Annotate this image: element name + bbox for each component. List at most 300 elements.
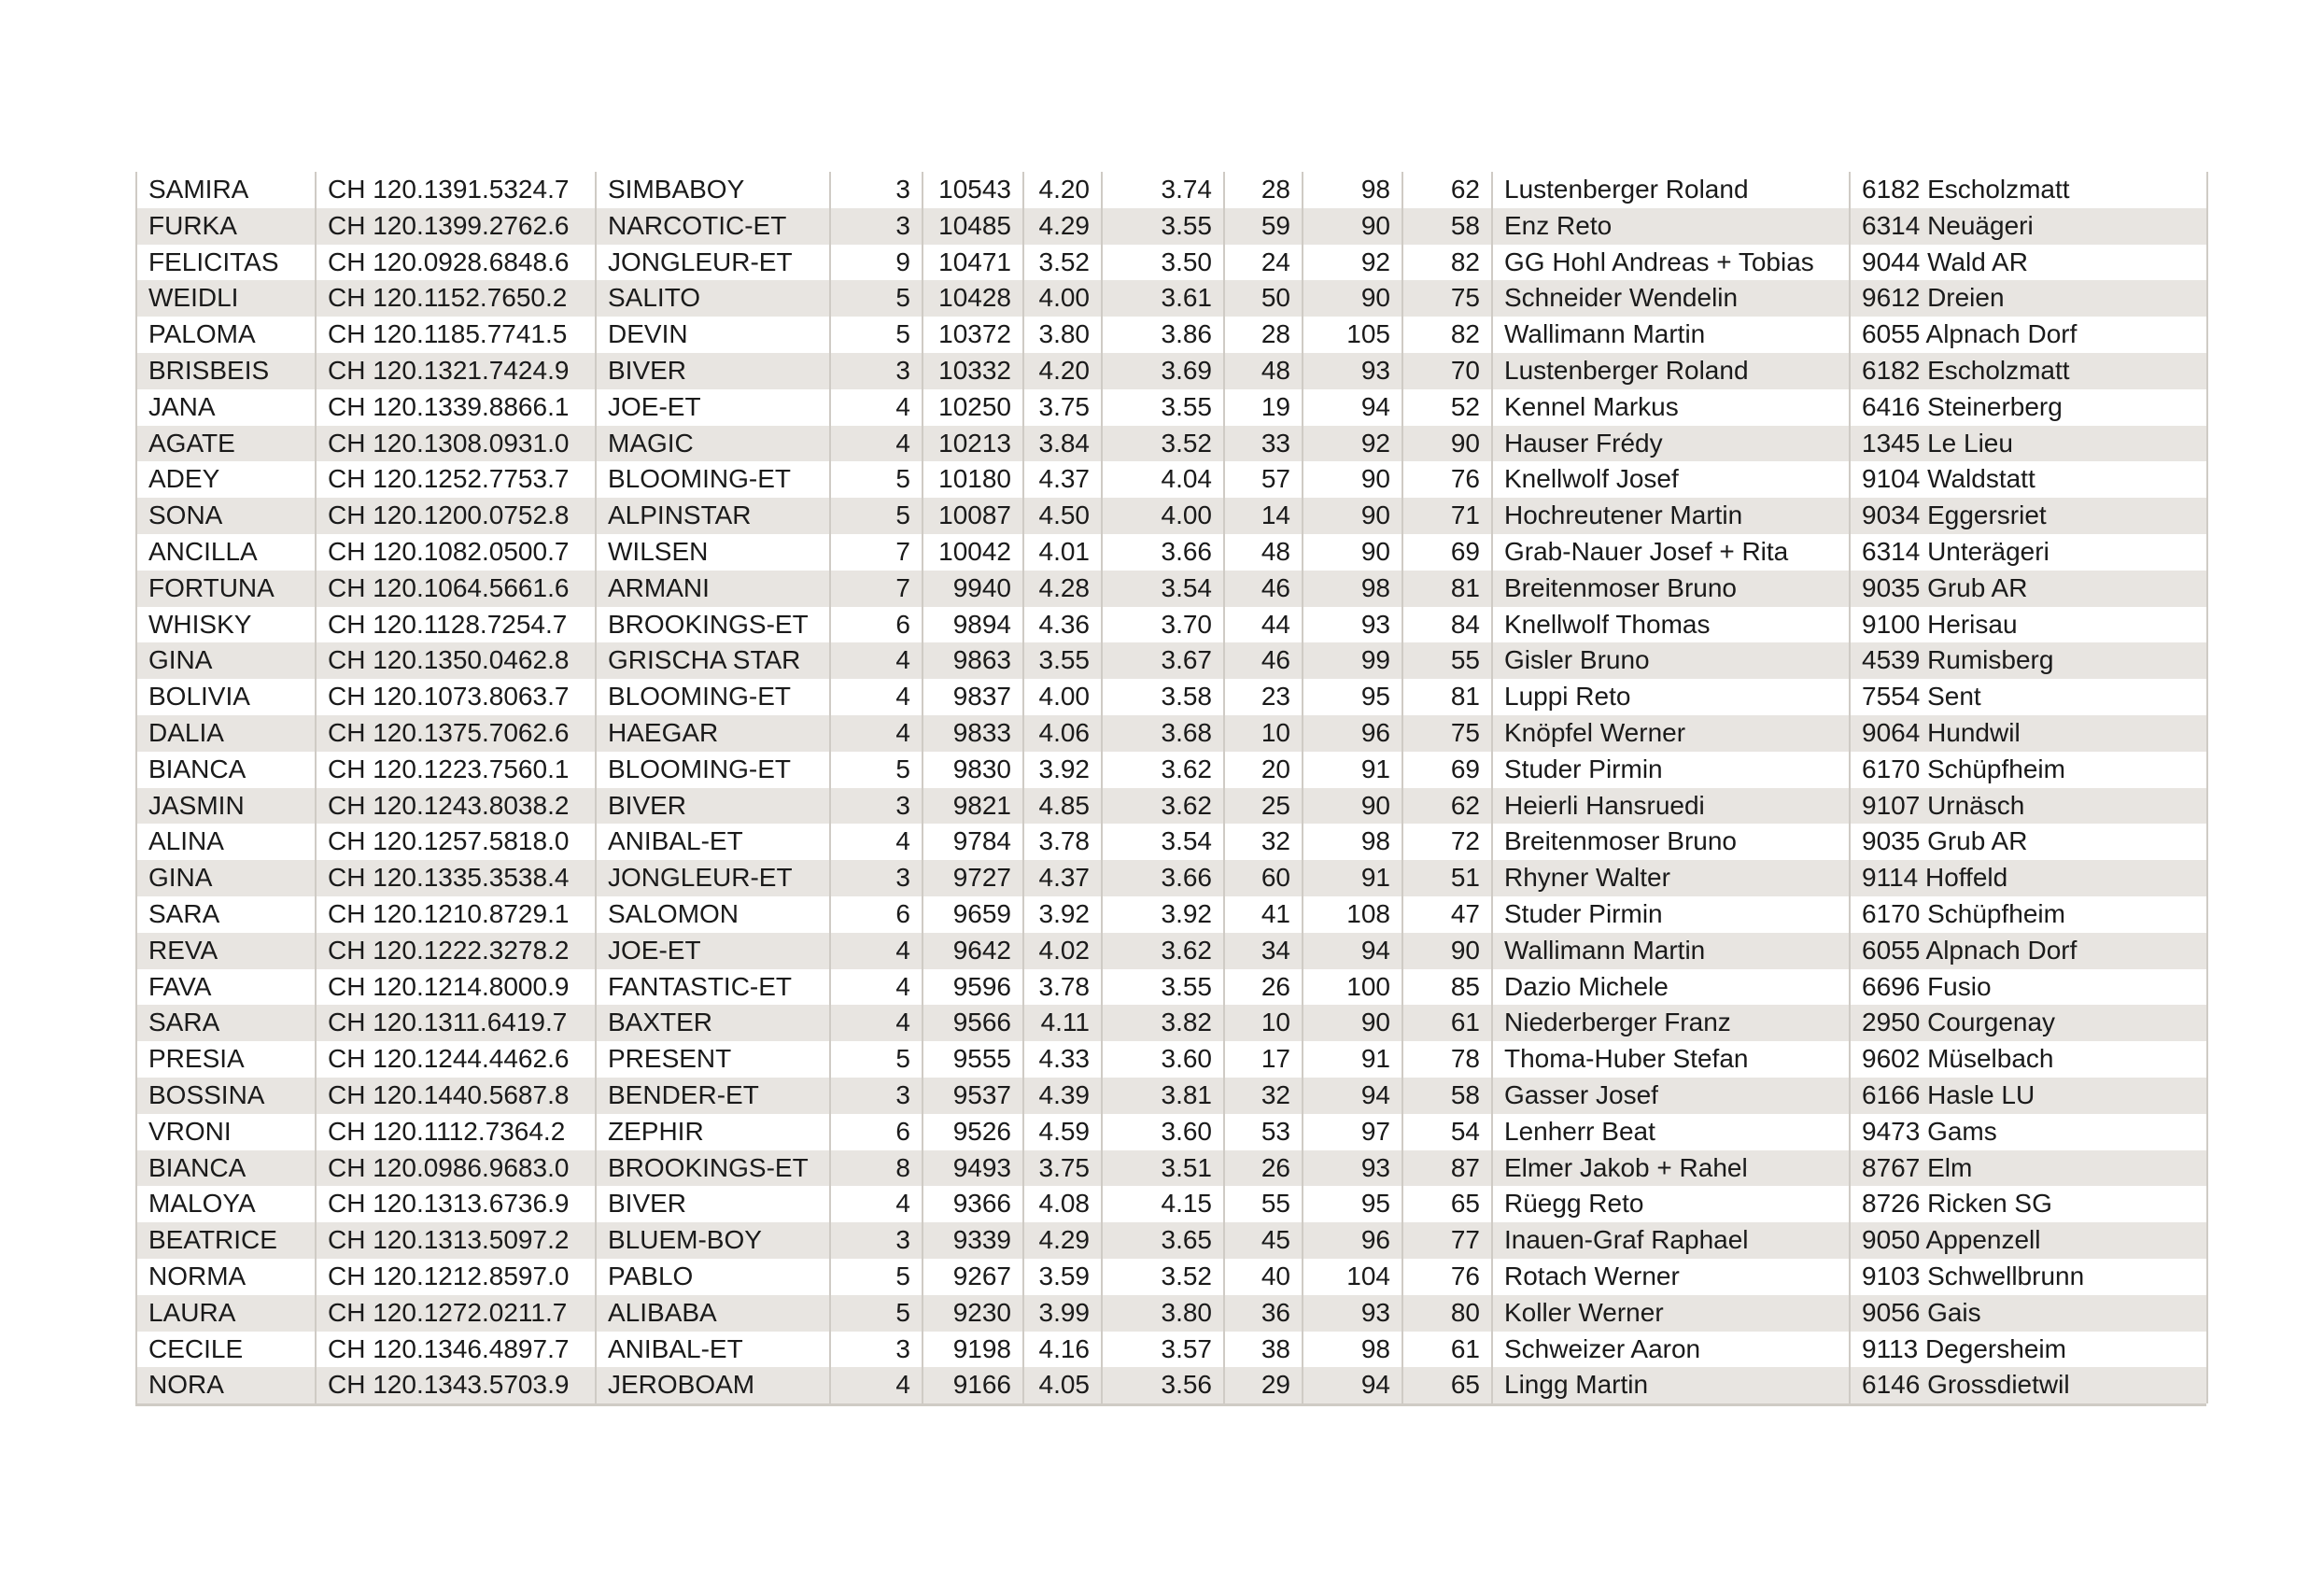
persistency-cell: 91 (1303, 860, 1402, 896)
owner-name-cell: Studer Pirmin (1492, 752, 1850, 788)
persistency-cell: 90 (1303, 208, 1402, 245)
owner-location-cell: 2950 Courgenay (1850, 1005, 2207, 1041)
lactation-number-cell: 9 (830, 245, 923, 281)
table-row (136, 317, 2207, 353)
table-row (136, 498, 2207, 534)
animal-id-cell: CH 120.1335.3538.4 (316, 860, 596, 896)
animal-id-cell: CH 120.1350.0462.8 (316, 642, 596, 679)
table-row (136, 1295, 2207, 1332)
owner-name-cell: Grab-Nauer Josef + Rita (1492, 534, 1850, 571)
lactation-value-cell: 81 (1402, 571, 1492, 607)
milk-kg-cell: 9366 (923, 1186, 1023, 1222)
sire-name-cell: BIVER (596, 353, 830, 389)
milk-kg-cell: 9642 (923, 933, 1023, 969)
sire-name-cell: SIMBABOY (596, 172, 830, 208)
owner-name-cell: Dazio Michele (1492, 969, 1850, 1006)
milk-kg-cell: 9166 (923, 1367, 1023, 1403)
sire-name-cell: JEROBOAM (596, 1367, 830, 1403)
milk-kg-cell: 9596 (923, 969, 1023, 1006)
table-row (136, 426, 2207, 462)
cow-name-cell: BRISBEIS (136, 353, 316, 389)
persistency-cell: 90 (1303, 498, 1402, 534)
persistency-cell: 94 (1303, 933, 1402, 969)
owner-name-cell: Breitenmoser Bruno (1492, 824, 1850, 860)
protein-percent-cell: 3.82 (1102, 1005, 1224, 1041)
cow-name-cell: REVA (136, 933, 316, 969)
fat-percent-cell: 4.29 (1023, 208, 1102, 245)
cow-name-cell: AGATE (136, 426, 316, 462)
animal-id-cell: CH 120.1257.5818.0 (316, 824, 596, 860)
lactation-value-cell: 54 (1402, 1114, 1492, 1150)
animal-id-cell: CH 120.1399.2762.6 (316, 208, 596, 245)
fat-percent-cell: 4.39 (1023, 1078, 1102, 1114)
fat-percent-cell: 4.33 (1023, 1041, 1102, 1078)
protein-percent-cell: 3.62 (1102, 933, 1224, 969)
persistency-cell: 98 (1303, 1332, 1402, 1368)
sire-name-cell: NARCOTIC-ET (596, 208, 830, 245)
owner-name-cell: Knellwolf Thomas (1492, 607, 1850, 643)
persistency-cell: 95 (1303, 679, 1402, 715)
sire-name-cell: JOE-ET (596, 933, 830, 969)
sire-name-cell: DEVIN (596, 317, 830, 353)
owner-location-cell: 9035 Grub AR (1850, 824, 2207, 860)
persistency-cell: 99 (1303, 642, 1402, 679)
fat-percent-cell: 4.06 (1023, 715, 1102, 752)
animal-id-cell: CH 120.1346.4897.7 (316, 1332, 596, 1368)
milk-kg-cell: 10485 (923, 208, 1023, 245)
fat-percent-cell: 4.01 (1023, 534, 1102, 571)
days-open-cell: 40 (1224, 1259, 1303, 1295)
lactation-value-cell: 52 (1402, 389, 1492, 426)
protein-percent-cell: 3.52 (1102, 1259, 1224, 1295)
protein-percent-cell: 3.62 (1102, 788, 1224, 825)
lactation-number-cell: 3 (830, 1078, 923, 1114)
lactation-value-cell: 55 (1402, 642, 1492, 679)
sire-name-cell: JONGLEUR-ET (596, 860, 830, 896)
days-open-cell: 59 (1224, 208, 1303, 245)
lactation-number-cell: 7 (830, 571, 923, 607)
table-row (136, 1259, 2207, 1295)
table-row (136, 1186, 2207, 1222)
sire-name-cell: ARMANI (596, 571, 830, 607)
milk-kg-cell: 10543 (923, 172, 1023, 208)
milk-kg-cell: 9837 (923, 679, 1023, 715)
persistency-cell: 90 (1303, 1005, 1402, 1041)
days-open-cell: 28 (1224, 317, 1303, 353)
milk-kg-cell: 10332 (923, 353, 1023, 389)
owner-name-cell: Heierli Hansruedi (1492, 788, 1850, 825)
sire-name-cell: ANIBAL-ET (596, 824, 830, 860)
milk-kg-cell: 9833 (923, 715, 1023, 752)
owner-location-cell: 6170 Schüpfheim (1850, 752, 2207, 788)
fat-percent-cell: 4.20 (1023, 172, 1102, 208)
persistency-cell: 92 (1303, 426, 1402, 462)
lactation-value-cell: 71 (1402, 498, 1492, 534)
animal-id-cell: CH 120.1222.3278.2 (316, 933, 596, 969)
milk-kg-cell: 9659 (923, 896, 1023, 933)
protein-percent-cell: 3.50 (1102, 245, 1224, 281)
lactation-number-cell: 5 (830, 1041, 923, 1078)
owner-name-cell: Studer Pirmin (1492, 896, 1850, 933)
table-row (136, 245, 2207, 281)
protein-percent-cell: 3.62 (1102, 752, 1224, 788)
days-open-cell: 34 (1224, 933, 1303, 969)
lactation-number-cell: 4 (830, 642, 923, 679)
owner-name-cell: Breitenmoser Bruno (1492, 571, 1850, 607)
sire-name-cell: BLOOMING-ET (596, 679, 830, 715)
fat-percent-cell: 3.80 (1023, 317, 1102, 353)
table-row (136, 1114, 2207, 1150)
owner-name-cell: Lustenberger Roland (1492, 353, 1850, 389)
animal-id-cell: CH 120.1244.4462.6 (316, 1041, 596, 1078)
protein-percent-cell: 3.55 (1102, 969, 1224, 1006)
animal-id-cell: CH 120.0928.6848.6 (316, 245, 596, 281)
owner-location-cell: 4539 Rumisberg (1850, 642, 2207, 679)
table-row (136, 752, 2207, 788)
days-open-cell: 46 (1224, 642, 1303, 679)
fat-percent-cell: 3.78 (1023, 824, 1102, 860)
milk-kg-cell: 9821 (923, 788, 1023, 825)
animal-id-cell: CH 120.1064.5661.6 (316, 571, 596, 607)
owner-name-cell: Lustenberger Roland (1492, 172, 1850, 208)
cow-name-cell: BEATRICE (136, 1222, 316, 1259)
data-table (135, 172, 2208, 1403)
fat-percent-cell: 4.37 (1023, 461, 1102, 498)
animal-id-cell: CH 120.1252.7753.7 (316, 461, 596, 498)
persistency-cell: 105 (1303, 317, 1402, 353)
animal-id-cell: CH 120.1313.6736.9 (316, 1186, 596, 1222)
protein-percent-cell: 3.60 (1102, 1041, 1224, 1078)
owner-location-cell: 6182 Escholzmatt (1850, 353, 2207, 389)
cow-name-cell: BOSSINA (136, 1078, 316, 1114)
lactation-value-cell: 62 (1402, 788, 1492, 825)
lactation-value-cell: 70 (1402, 353, 1492, 389)
fat-percent-cell: 4.50 (1023, 498, 1102, 534)
persistency-cell: 90 (1303, 788, 1402, 825)
days-open-cell: 38 (1224, 1332, 1303, 1368)
lactation-number-cell: 3 (830, 788, 923, 825)
lactation-number-cell: 8 (830, 1150, 923, 1187)
lactation-number-cell: 4 (830, 1186, 923, 1222)
protein-percent-cell: 3.70 (1102, 607, 1224, 643)
table-row (136, 824, 2207, 860)
protein-percent-cell: 3.66 (1102, 860, 1224, 896)
days-open-cell: 14 (1224, 498, 1303, 534)
owner-name-cell: Inauen-Graf Raphael (1492, 1222, 1850, 1259)
table-row (136, 860, 2207, 896)
owner-location-cell: 9612 Dreien (1850, 280, 2207, 317)
sire-name-cell: BLOOMING-ET (596, 752, 830, 788)
fat-percent-cell: 4.37 (1023, 860, 1102, 896)
owner-location-cell: 9035 Grub AR (1850, 571, 2207, 607)
owner-location-cell: 1345 Le Lieu (1850, 426, 2207, 462)
cow-name-cell: NORMA (136, 1259, 316, 1295)
animal-id-cell: CH 120.1243.8038.2 (316, 788, 596, 825)
persistency-cell: 98 (1303, 824, 1402, 860)
table-row (136, 280, 2207, 317)
persistency-cell: 91 (1303, 752, 1402, 788)
owner-location-cell: 9044 Wald AR (1850, 245, 2207, 281)
protein-percent-cell: 4.04 (1102, 461, 1224, 498)
owner-name-cell: Wallimann Martin (1492, 933, 1850, 969)
milk-kg-cell: 10471 (923, 245, 1023, 281)
cow-name-cell: JASMIN (136, 788, 316, 825)
owner-name-cell: GG Hohl Andreas + Tobias (1492, 245, 1850, 281)
lactation-value-cell: 61 (1402, 1332, 1492, 1368)
fat-percent-cell: 4.59 (1023, 1114, 1102, 1150)
lactation-number-cell: 6 (830, 896, 923, 933)
lactation-value-cell: 72 (1402, 824, 1492, 860)
sire-name-cell: ANIBAL-ET (596, 1332, 830, 1368)
sire-name-cell: BIVER (596, 788, 830, 825)
milk-kg-cell: 9894 (923, 607, 1023, 643)
sire-name-cell: SALOMON (596, 896, 830, 933)
milk-kg-cell: 9566 (923, 1005, 1023, 1041)
lactation-number-cell: 3 (830, 172, 923, 208)
owner-name-cell: Hochreutener Martin (1492, 498, 1850, 534)
fat-percent-cell: 3.84 (1023, 426, 1102, 462)
lactation-value-cell: 90 (1402, 426, 1492, 462)
protein-percent-cell: 3.52 (1102, 426, 1224, 462)
milk-kg-cell: 9230 (923, 1295, 1023, 1332)
lactation-value-cell: 90 (1402, 933, 1492, 969)
cow-name-cell: SARA (136, 896, 316, 933)
owner-name-cell: Rhyner Walter (1492, 860, 1850, 896)
milk-kg-cell: 10213 (923, 426, 1023, 462)
animal-id-cell: CH 120.1185.7741.5 (316, 317, 596, 353)
cow-name-cell: FELICITAS (136, 245, 316, 281)
fat-percent-cell: 4.02 (1023, 933, 1102, 969)
lactation-number-cell: 3 (830, 1332, 923, 1368)
owner-location-cell: 6314 Neuägeri (1850, 208, 2207, 245)
owner-location-cell: 9104 Waldstatt (1850, 461, 2207, 498)
fat-percent-cell: 3.55 (1023, 642, 1102, 679)
animal-id-cell: CH 120.1210.8729.1 (316, 896, 596, 933)
fat-percent-cell: 3.59 (1023, 1259, 1102, 1295)
lactation-value-cell: 87 (1402, 1150, 1492, 1187)
fat-percent-cell: 3.78 (1023, 969, 1102, 1006)
protein-percent-cell: 3.60 (1102, 1114, 1224, 1150)
protein-percent-cell: 3.65 (1102, 1222, 1224, 1259)
animal-id-cell: CH 120.1152.7650.2 (316, 280, 596, 317)
cow-ranking-table (135, 172, 2206, 1406)
owner-location-cell: 6146 Grossdietwil (1850, 1367, 2207, 1403)
animal-id-cell: CH 120.1440.5687.8 (316, 1078, 596, 1114)
table-row (136, 208, 2207, 245)
animal-id-cell: CH 120.1082.0500.7 (316, 534, 596, 571)
cow-name-cell: JANA (136, 389, 316, 426)
persistency-cell: 93 (1303, 1150, 1402, 1187)
milk-kg-cell: 10428 (923, 280, 1023, 317)
owner-name-cell: Luppi Reto (1492, 679, 1850, 715)
lactation-number-cell: 5 (830, 461, 923, 498)
protein-percent-cell: 3.54 (1102, 571, 1224, 607)
lactation-value-cell: 62 (1402, 172, 1492, 208)
protein-percent-cell: 4.15 (1102, 1186, 1224, 1222)
lactation-value-cell: 61 (1402, 1005, 1492, 1041)
persistency-cell: 90 (1303, 534, 1402, 571)
milk-kg-cell: 9493 (923, 1150, 1023, 1187)
days-open-cell: 10 (1224, 715, 1303, 752)
cow-name-cell: PRESIA (136, 1041, 316, 1078)
sire-name-cell: ALPINSTAR (596, 498, 830, 534)
protein-percent-cell: 3.54 (1102, 824, 1224, 860)
owner-name-cell: Gisler Bruno (1492, 642, 1850, 679)
table-row (136, 172, 2207, 208)
cow-name-cell: NORA (136, 1367, 316, 1403)
lactation-number-cell: 7 (830, 534, 923, 571)
cow-name-cell: ALINA (136, 824, 316, 860)
table-row (136, 788, 2207, 825)
lactation-number-cell: 4 (830, 715, 923, 752)
lactation-number-cell: 3 (830, 353, 923, 389)
lactation-value-cell: 58 (1402, 1078, 1492, 1114)
days-open-cell: 48 (1224, 353, 1303, 389)
protein-percent-cell: 3.67 (1102, 642, 1224, 679)
sire-name-cell: HAEGAR (596, 715, 830, 752)
lactation-number-cell: 6 (830, 1114, 923, 1150)
fat-percent-cell: 4.20 (1023, 353, 1102, 389)
animal-id-cell: CH 120.1391.5324.7 (316, 172, 596, 208)
owner-name-cell: Enz Reto (1492, 208, 1850, 245)
days-open-cell: 55 (1224, 1186, 1303, 1222)
persistency-cell: 90 (1303, 280, 1402, 317)
owner-name-cell: Rüegg Reto (1492, 1186, 1850, 1222)
days-open-cell: 20 (1224, 752, 1303, 788)
animal-id-cell: CH 120.1212.8597.0 (316, 1259, 596, 1295)
cow-name-cell: PALOMA (136, 317, 316, 353)
cow-name-cell: SONA (136, 498, 316, 534)
owner-name-cell: Koller Werner (1492, 1295, 1850, 1332)
protein-percent-cell: 3.74 (1102, 172, 1224, 208)
cow-name-cell: VRONI (136, 1114, 316, 1150)
fat-percent-cell: 4.11 (1023, 1005, 1102, 1041)
table-row (136, 1005, 2207, 1041)
sire-name-cell: BROOKINGS-ET (596, 607, 830, 643)
table-row (136, 534, 2207, 571)
owner-location-cell: 9473 Gams (1850, 1114, 2207, 1150)
cow-name-cell: FURKA (136, 208, 316, 245)
days-open-cell: 50 (1224, 280, 1303, 317)
persistency-cell: 94 (1303, 389, 1402, 426)
animal-id-cell: CH 120.1073.8063.7 (316, 679, 596, 715)
sire-name-cell: JONGLEUR-ET (596, 245, 830, 281)
persistency-cell: 98 (1303, 571, 1402, 607)
owner-location-cell: 9034 Eggersriet (1850, 498, 2207, 534)
owner-name-cell: Wallimann Martin (1492, 317, 1850, 353)
cow-name-cell: WHISKY (136, 607, 316, 643)
lactation-number-cell: 5 (830, 752, 923, 788)
persistency-cell: 93 (1303, 1295, 1402, 1332)
table-row (136, 607, 2207, 643)
lactation-number-cell: 5 (830, 1295, 923, 1332)
persistency-cell: 94 (1303, 1367, 1402, 1403)
cow-name-cell: GINA (136, 860, 316, 896)
protein-percent-cell: 3.92 (1102, 896, 1224, 933)
owner-name-cell: Schneider Wendelin (1492, 280, 1850, 317)
owner-location-cell: 6055 Alpnach Dorf (1850, 317, 2207, 353)
lactation-value-cell: 82 (1402, 245, 1492, 281)
cow-name-cell: LAURA (136, 1295, 316, 1332)
fat-percent-cell: 4.28 (1023, 571, 1102, 607)
days-open-cell: 60 (1224, 860, 1303, 896)
cow-name-cell: SAMIRA (136, 172, 316, 208)
milk-kg-cell: 9339 (923, 1222, 1023, 1259)
days-open-cell: 19 (1224, 389, 1303, 426)
days-open-cell: 26 (1224, 1150, 1303, 1187)
animal-id-cell: CH 120.1128.7254.7 (316, 607, 596, 643)
cow-name-cell: FORTUNA (136, 571, 316, 607)
days-open-cell: 33 (1224, 426, 1303, 462)
cow-name-cell: ANCILLA (136, 534, 316, 571)
days-open-cell: 41 (1224, 896, 1303, 933)
days-open-cell: 28 (1224, 172, 1303, 208)
owner-location-cell: 9107 Urnäsch (1850, 788, 2207, 825)
protein-percent-cell: 3.69 (1102, 353, 1224, 389)
lactation-number-cell: 4 (830, 1005, 923, 1041)
lactation-number-cell: 4 (830, 933, 923, 969)
days-open-cell: 32 (1224, 1078, 1303, 1114)
persistency-cell: 108 (1303, 896, 1402, 933)
sire-name-cell: BENDER-ET (596, 1078, 830, 1114)
lactation-number-cell: 4 (830, 1367, 923, 1403)
days-open-cell: 36 (1224, 1295, 1303, 1332)
milk-kg-cell: 9784 (923, 824, 1023, 860)
cow-name-cell: BOLIVIA (136, 679, 316, 715)
owner-location-cell: 9114 Hoffeld (1850, 860, 2207, 896)
milk-kg-cell: 9526 (923, 1114, 1023, 1150)
days-open-cell: 45 (1224, 1222, 1303, 1259)
owner-name-cell: Lenherr Beat (1492, 1114, 1850, 1150)
days-open-cell: 23 (1224, 679, 1303, 715)
protein-percent-cell: 3.55 (1102, 208, 1224, 245)
lactation-value-cell: 77 (1402, 1222, 1492, 1259)
owner-location-cell: 6055 Alpnach Dorf (1850, 933, 2207, 969)
owner-name-cell: Kennel Markus (1492, 389, 1850, 426)
lactation-value-cell: 69 (1402, 752, 1492, 788)
animal-id-cell: CH 120.1272.0211.7 (316, 1295, 596, 1332)
owner-location-cell: 8767 Elm (1850, 1150, 2207, 1187)
fat-percent-cell: 3.75 (1023, 389, 1102, 426)
lactation-number-cell: 5 (830, 1259, 923, 1295)
lactation-number-cell: 6 (830, 607, 923, 643)
days-open-cell: 32 (1224, 824, 1303, 860)
days-open-cell: 46 (1224, 571, 1303, 607)
lactation-value-cell: 75 (1402, 715, 1492, 752)
lactation-number-cell: 3 (830, 208, 923, 245)
sire-name-cell: SALITO (596, 280, 830, 317)
milk-kg-cell: 9940 (923, 571, 1023, 607)
fat-percent-cell: 3.52 (1023, 245, 1102, 281)
persistency-cell: 90 (1303, 461, 1402, 498)
animal-id-cell: CH 120.1308.0931.0 (316, 426, 596, 462)
protein-percent-cell: 3.61 (1102, 280, 1224, 317)
days-open-cell: 29 (1224, 1367, 1303, 1403)
days-open-cell: 48 (1224, 534, 1303, 571)
cow-name-cell: ADEY (136, 461, 316, 498)
persistency-cell: 91 (1303, 1041, 1402, 1078)
animal-id-cell: CH 120.1313.5097.2 (316, 1222, 596, 1259)
table-row (136, 389, 2207, 426)
sire-name-cell: PABLO (596, 1259, 830, 1295)
owner-name-cell: Gasser Josef (1492, 1078, 1850, 1114)
sire-name-cell: MAGIC (596, 426, 830, 462)
animal-id-cell: CH 120.1375.7062.6 (316, 715, 596, 752)
persistency-cell: 94 (1303, 1078, 1402, 1114)
animal-id-cell: CH 120.1339.8866.1 (316, 389, 596, 426)
sire-name-cell: GRISCHA STAR (596, 642, 830, 679)
sire-name-cell: ZEPHIR (596, 1114, 830, 1150)
